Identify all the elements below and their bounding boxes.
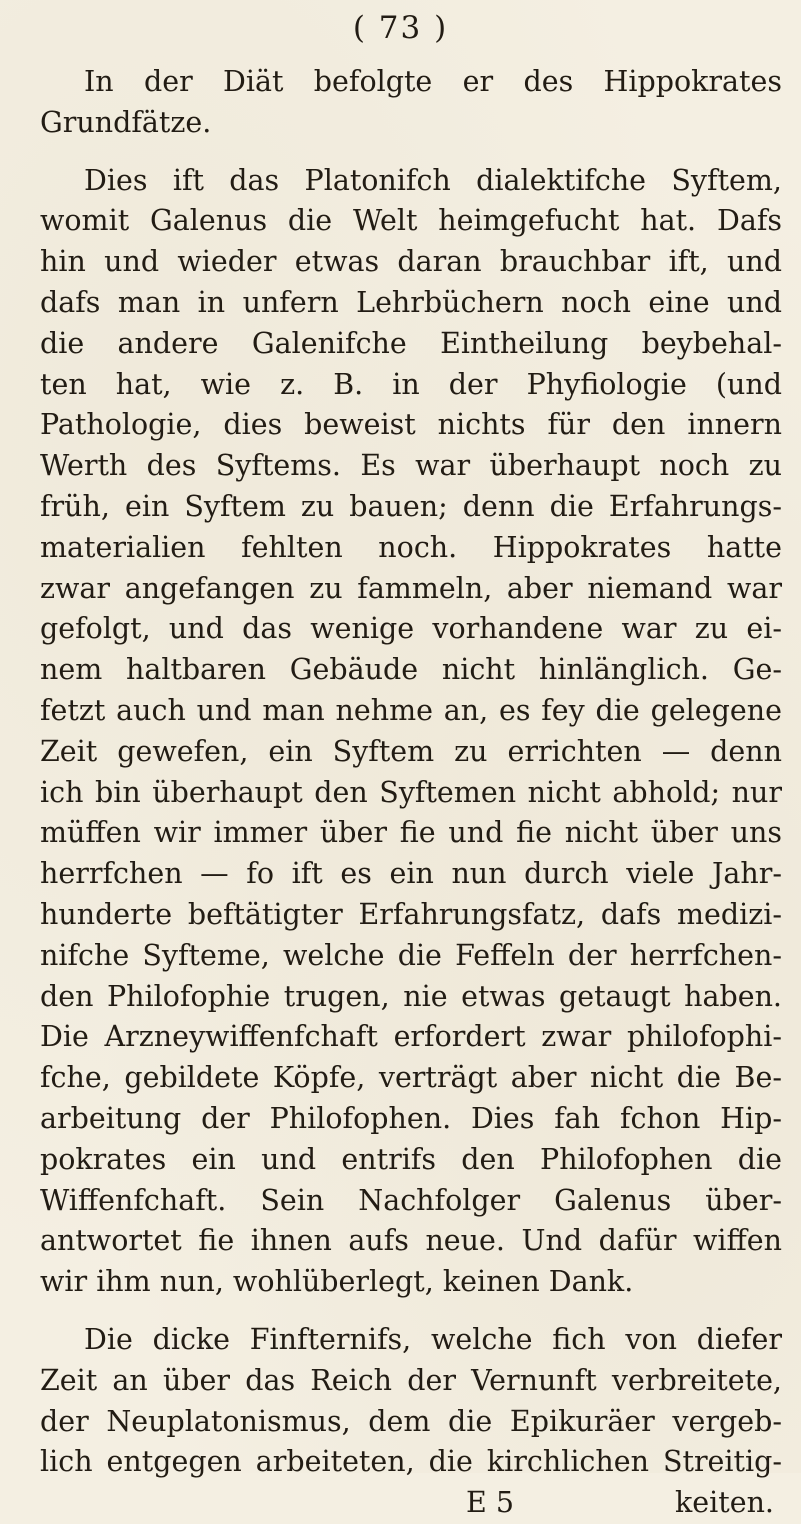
- paragraph-gap: [40, 144, 782, 161]
- signature-mark: E 5: [466, 1486, 514, 1520]
- text-line: womit Galenus die Welt heimgefucht hat. Dafs: [40, 204, 782, 238]
- text-line: Die dicke Finfternifs, welche fich von diefer: [84, 1322, 782, 1356]
- text-line: fetzt auch und man nehme an, es fey die gelegene: [40, 693, 782, 727]
- text-line: dafs man in unfern Lehrbüchern noch eine und: [40, 285, 782, 319]
- text-line: Zeit an über das Reich der Vernunft verbreitete,: [40, 1363, 782, 1397]
- text-line: Zeit gewefen, ein Syftem zu errichten — denn: [40, 734, 782, 768]
- text-line: den Philofophie trugen, nie etwas getaugt haben.: [40, 979, 782, 1013]
- text-line: materialien fehlten noch. Hippokrates hatte: [40, 530, 782, 564]
- text-line: pokrates ein und entrifs den Philofophen die: [40, 1142, 782, 1176]
- page-footer: [40, 1483, 782, 1524]
- text-line: gefolgt, und das wenige vorhandene war zu ei-: [40, 612, 782, 646]
- text-line: Werth des Syftems. Es war überhaupt noch zu: [40, 449, 782, 483]
- text-line: nifche Syfteme, welche die Feffeln der herrfchen-: [40, 938, 782, 972]
- text-line: hunderte beftätigter Erfahrungsfatz, dafs medizi-: [40, 897, 782, 931]
- text-line: Wiffenfchaft. Sein Nachfolger Galenus über-: [40, 1183, 782, 1217]
- text-line: hin und wieder etwas daran brauchbar ift, und: [40, 245, 782, 279]
- text-line: müffen wir immer über fie und fie nicht über uns: [40, 816, 782, 850]
- text-line: arbeitung der Philofophen. Dies fah fchon Hip-: [40, 1101, 782, 1135]
- text-line: die andere Galenifche Eintheilung beybehal-: [40, 326, 782, 360]
- text-line: Dies ift das Platonifch dialektifche Syftem,: [84, 163, 782, 197]
- text-line: herrfchen — fo ift es ein nun durch viele Jahr-: [40, 857, 782, 891]
- text-line: der Neuplatonismus, dem die Epikuräer vergeb-: [40, 1404, 782, 1438]
- text-line: Die Arzneywiffenfchaft erfordert zwar philofophi-: [40, 1020, 782, 1054]
- catchword: keiten.: [675, 1486, 774, 1520]
- text-line: ich bin überhaupt den Syftemen nicht abhold; nur: [40, 775, 782, 809]
- text-line: fche, gebildete Köpfe, verträgt aber nicht die Be-: [40, 1061, 782, 1095]
- text-line: lich entgegen arbeiteten, die kirchlichen Streitig-: [40, 1445, 782, 1479]
- body-text: [40, 62, 782, 1524]
- text-line: ten hat, wie z. B. in der Phyfiologie (und: [40, 367, 782, 401]
- text-line: Grundfätze.: [40, 105, 212, 139]
- text-line: In der Diät befolgte er des Hippokrates: [84, 65, 782, 98]
- paragraph: [40, 161, 782, 1303]
- text-line: zwar angefangen zu fammeln, aber niemand war: [40, 571, 782, 605]
- text-line: Pathologie, dies beweist nichts für den innern: [40, 408, 782, 442]
- paragraph: [40, 62, 782, 144]
- text-line: wir ihm nun, wohlüberlegt, keinen Dank.: [40, 1265, 634, 1299]
- text-line: antwortet fie ihnen aufs neue. Und dafür wiffen: [40, 1224, 782, 1258]
- page-number: ( 73 ): [352, 10, 449, 46]
- paragraph: [40, 1320, 782, 1483]
- paragraph-gap: [40, 1303, 782, 1320]
- text-line: früh, ein Syftem zu bauen; denn die Erfahrungs-: [40, 489, 782, 523]
- text-line: nem haltbaren Gebäude nicht hinlänglich. Ge-: [40, 653, 782, 687]
